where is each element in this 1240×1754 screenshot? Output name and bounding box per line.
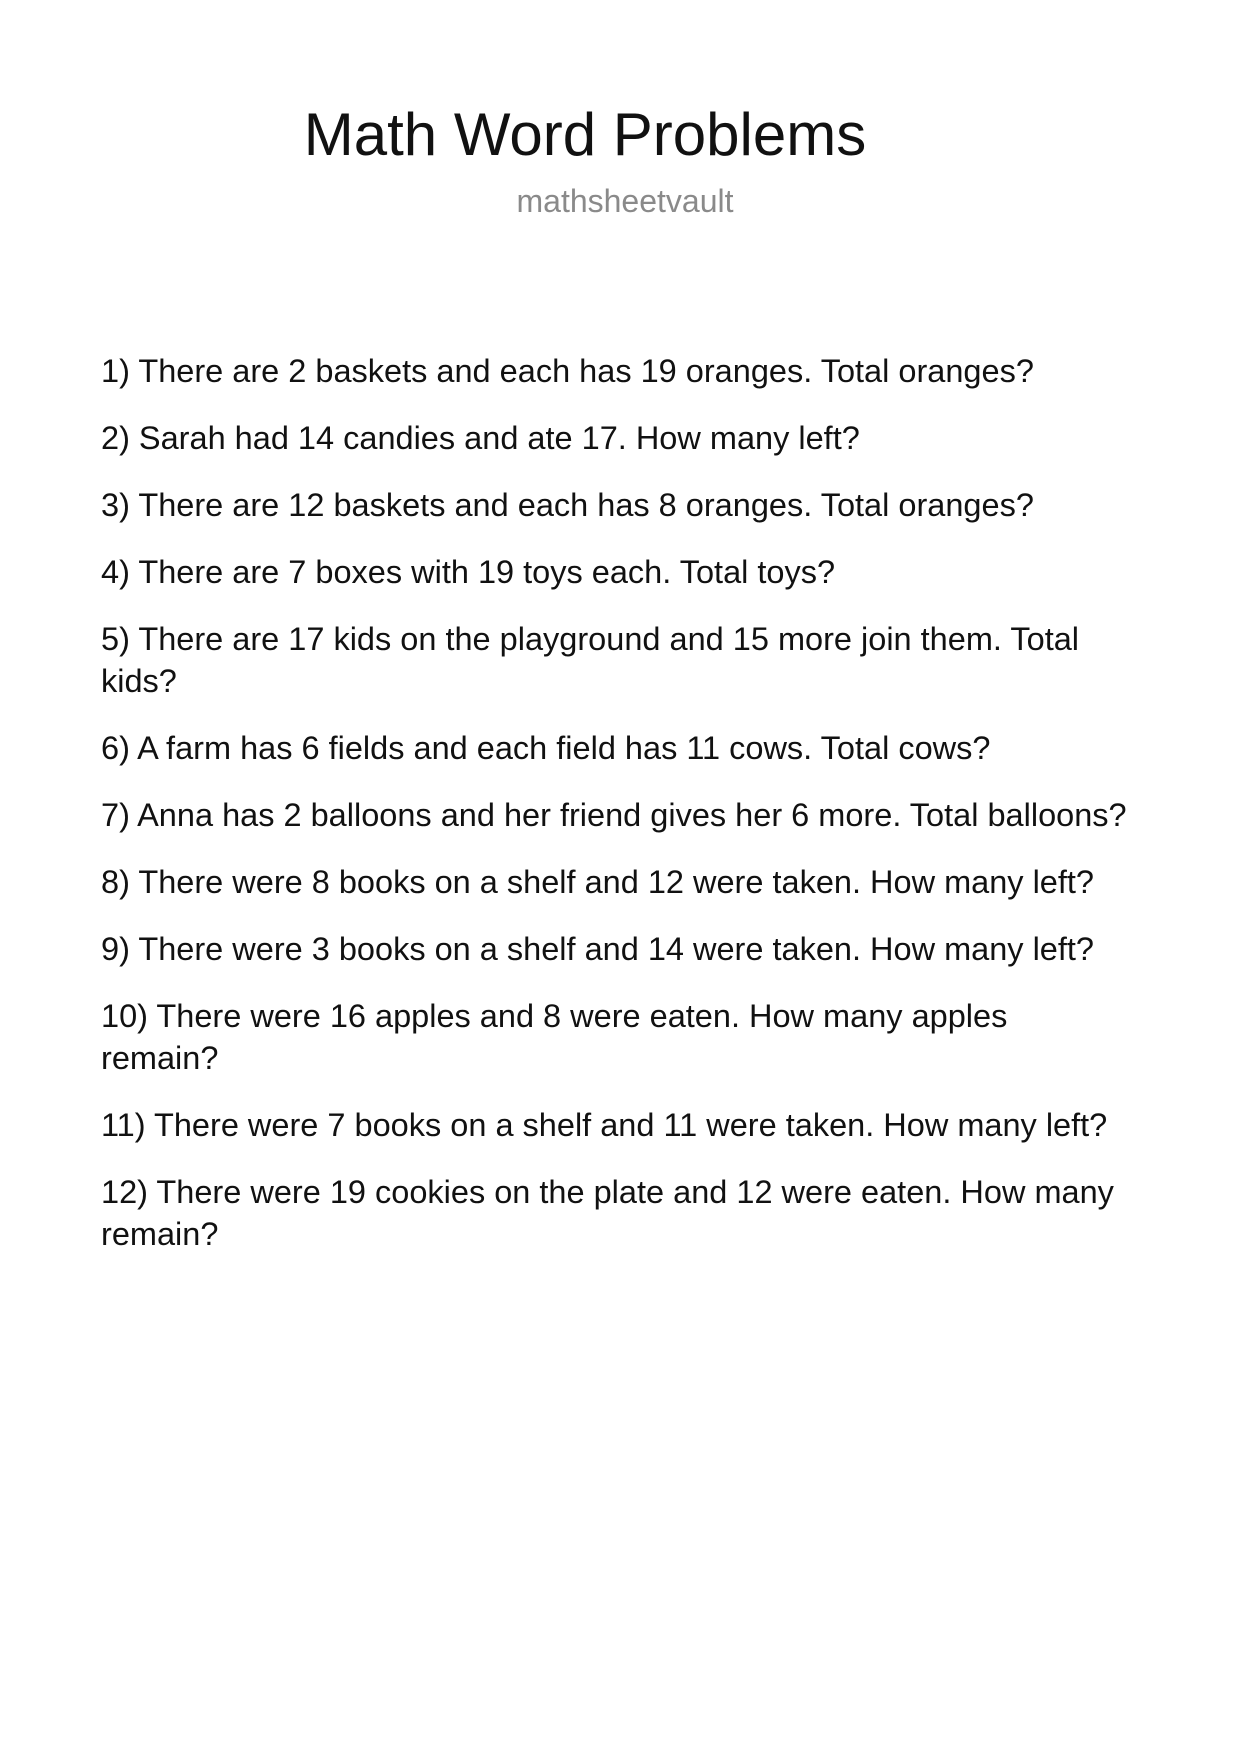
problem-item: 8) There were 8 books on a shelf and 12 were taken. How many left? bbox=[101, 864, 1095, 900]
problem-item: 10) There were 16 apples and 8 were eaten. How many apples remain? bbox=[101, 998, 1008, 1076]
problem-item: 3) There are 12 baskets and each has 8 oranges. Total oranges? bbox=[101, 487, 1034, 523]
problem-item: 11) There were 7 books on a shelf and 11 were taken. How many left? bbox=[101, 1107, 1108, 1143]
problem-item: 12) There were 19 cookies on the plate and 12 were eaten. How many remain? bbox=[101, 1174, 1114, 1252]
problem-item: 4) There are 7 boxes with 19 toys each. Total toys? bbox=[101, 554, 836, 590]
problem-item: 2) Sarah had 14 candies and ate 17. How many left? bbox=[101, 420, 860, 456]
problem-item: 9) There were 3 books on a shelf and 14 were taken. How many left? bbox=[101, 931, 1095, 967]
problem-item: 1) There are 2 baskets and each has 19 oranges. Total oranges? bbox=[101, 353, 1034, 389]
site-name: mathsheetvault bbox=[516, 183, 734, 219]
problem-item: 7) Anna has 2 balloons and her friend gives her 6 more. Total balloons? bbox=[101, 797, 1127, 833]
problem-item: 6) A farm has 6 fields and each field has 11 cows. Total cows? bbox=[101, 730, 991, 766]
page-title: Math Word Problems bbox=[303, 101, 867, 168]
problem-list bbox=[101, 350, 1131, 1280]
problem-item: 5) There are 17 kids on the playground and 15 more join them. Total kids? bbox=[101, 621, 1080, 699]
